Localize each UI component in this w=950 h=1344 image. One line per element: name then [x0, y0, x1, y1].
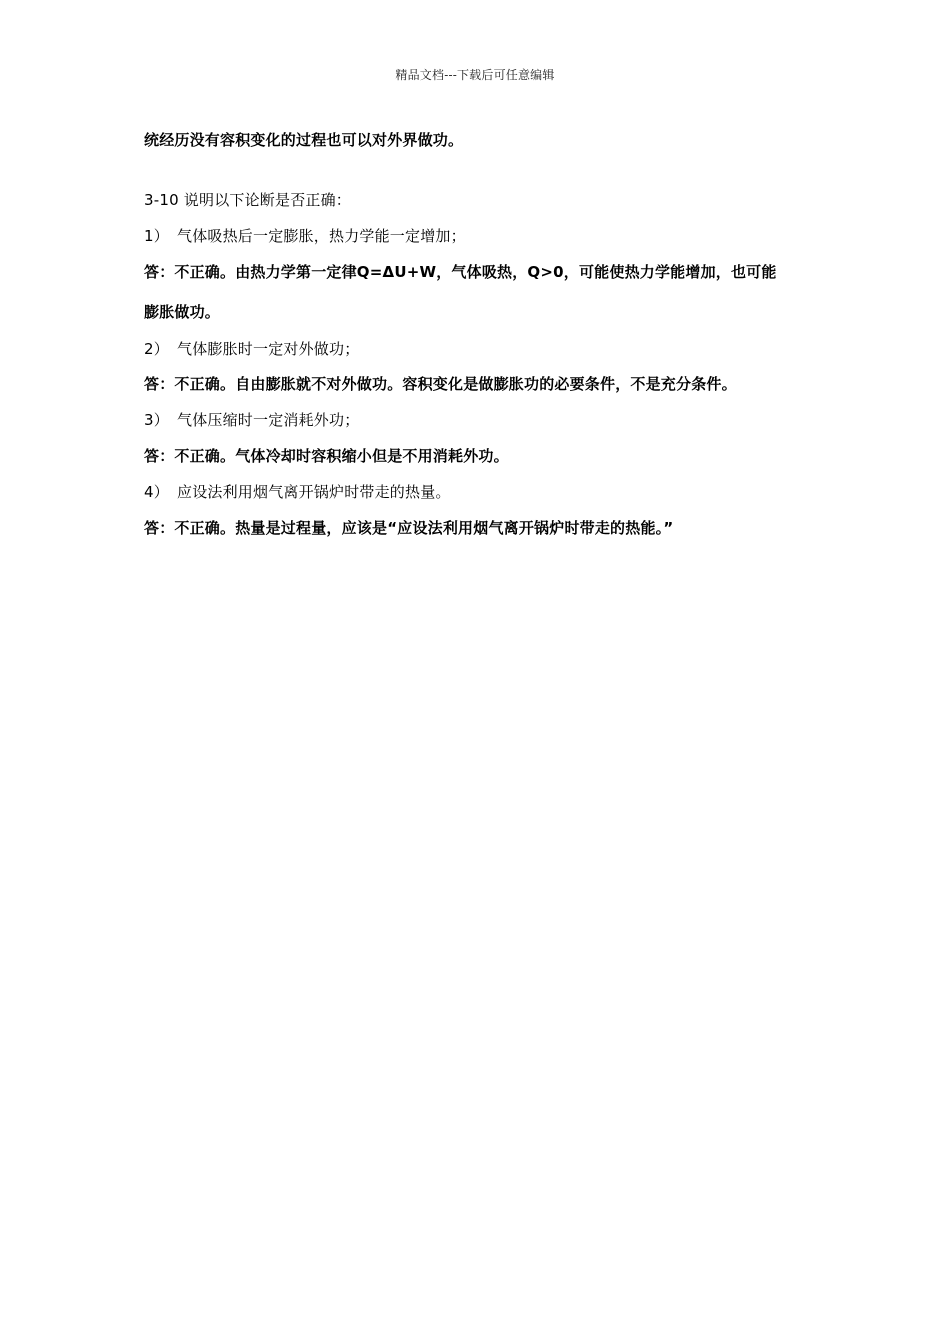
item-text: 气体吸热后一定膨胀，热力学能一定增加；: [177, 227, 466, 245]
item-text: 气体压缩时一定消耗外功；: [177, 411, 360, 429]
question-item-2: [144, 338, 359, 359]
answer-1-line-1: 答：不正确。由热力学第一定律Q=ΔU+W，气体吸热，Q>0，可能使热力学能增加，也可能: [144, 263, 777, 281]
item-number: 1）: [144, 227, 169, 245]
question-item-3: [144, 409, 359, 430]
answer-line-continuation: 统经历没有容积变化的过程也可以对外界做功。: [144, 131, 464, 149]
item-number: 4）: [144, 483, 169, 501]
page-header: 精品文档---下载后可任意编辑: [395, 68, 555, 82]
answer-3: 答：不正确。气体冷却时容积缩小但是不用消耗外功。: [144, 447, 509, 465]
item-number: 3）: [144, 411, 169, 429]
question-heading-3-10: 3-10 说明以下论断是否正确：: [144, 191, 352, 209]
answer-4: 答：不正确。热量是过程量，应该是“应设法利用烟气离开锅炉时带走的热能。”: [144, 519, 674, 537]
answer-1-line-2: 膨胀做功。: [144, 303, 221, 321]
item-text: 应设法利用烟气离开锅炉时带走的热量。: [177, 483, 451, 501]
answer-2: 答：不正确。自由膨胀就不对外做功。容积变化是做膨胀功的必要条件，不是充分条件。: [144, 375, 737, 393]
item-text: 气体膨胀时一定对外做功；: [177, 340, 360, 358]
question-item-1: [144, 225, 466, 246]
item-number: 2）: [144, 340, 169, 358]
question-item-4: [144, 481, 451, 502]
